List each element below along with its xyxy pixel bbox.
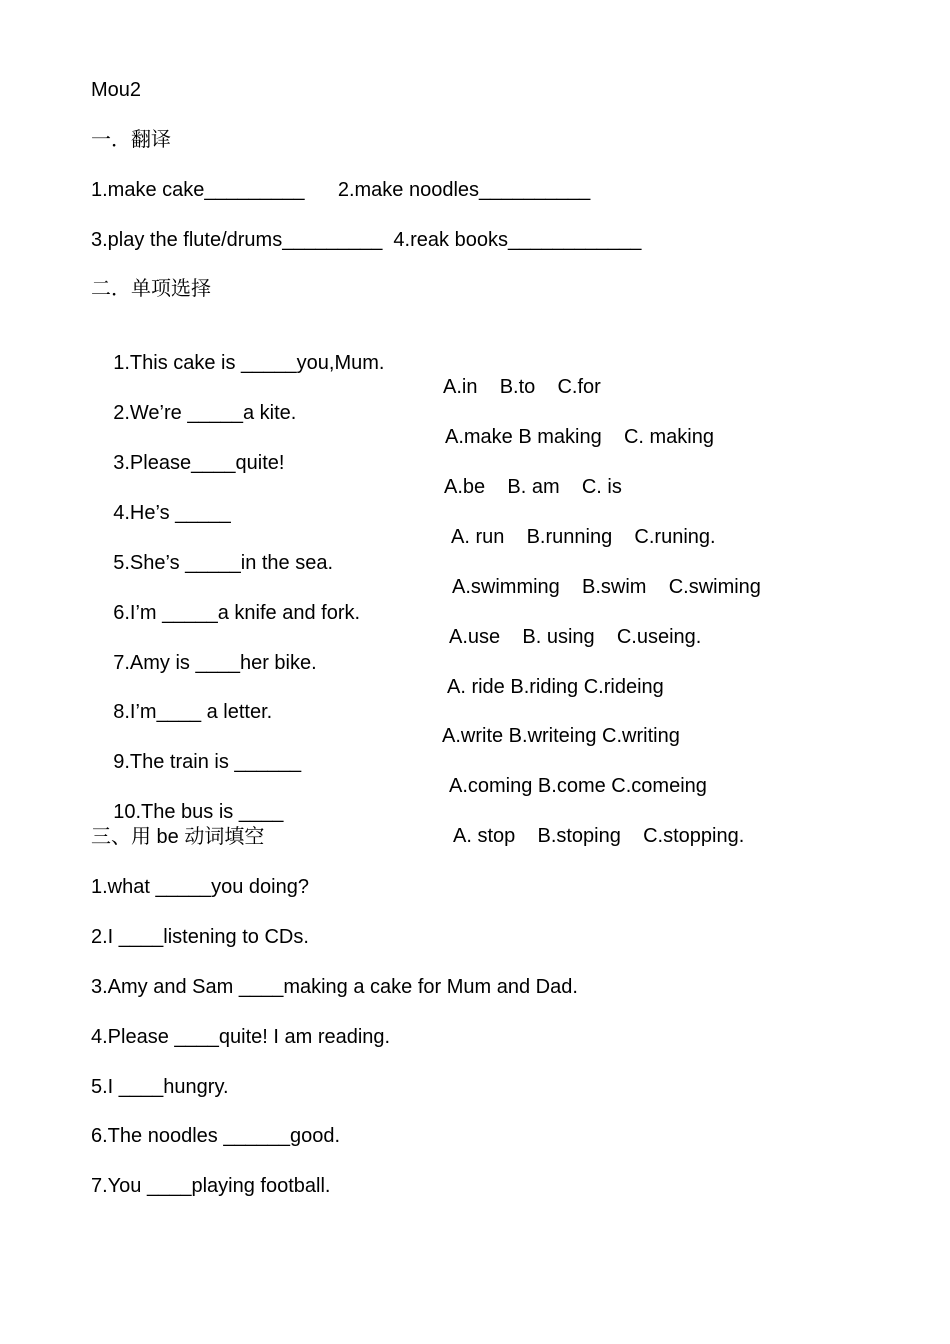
question-text: 9.The train is ______ — [113, 751, 302, 773]
question-text: 2.We’re _____a kite. — [113, 402, 297, 424]
fill-blank-line: 6.The noodles ______good. — [91, 1125, 341, 1147]
section1-heading: 一．翻译 — [91, 129, 171, 151]
question-text: 4.He’s _____ — [113, 502, 231, 524]
worksheet-title: Mou2 — [91, 79, 142, 101]
fill-blank-line: 3.Amy and Sam ____making a cake for Mum and Dad. — [91, 976, 578, 998]
answer-options: A.be B. am C. is — [444, 476, 622, 498]
answer-options: A.swimming B.swim C.swiming — [452, 576, 761, 598]
question-text: 6.I’m _____a knife and fork. — [113, 602, 361, 624]
fill-blank-line: 7.You ____playing football. — [91, 1175, 331, 1197]
section2-heading: 二．单项选择 — [91, 278, 211, 300]
question-text: 5.She’s _____in the sea. — [113, 552, 334, 574]
translation-line: 1.make cake_________ 2.make noodles__________ — [91, 179, 591, 201]
answer-options: A. run B.running C.runing. — [451, 526, 716, 548]
section3-heading: 三、用 be 动词填空 — [91, 826, 265, 848]
question-text: 8.I’m____ a letter. — [113, 701, 273, 723]
fill-blank-line: 1.what _____you doing? — [91, 876, 309, 898]
fill-blank-line: 5.I ____hungry. — [91, 1076, 229, 1098]
translation-line: 3.play the flute/drums_________ 4.reak books____________ — [91, 229, 642, 251]
fill-blank-line: 4.Please ____quite! I am reading. — [91, 1026, 391, 1048]
question-text: 7.Amy is ____her bike. — [113, 652, 317, 674]
question-text: 1.This cake is _____you,Mum. — [113, 352, 385, 374]
answer-options: A.in B.to C.for — [443, 376, 601, 398]
answer-options: A.coming B.come C.comeing — [449, 775, 707, 797]
fill-blank-line: 2.I ____listening to CDs. — [91, 926, 309, 948]
question-text: 10.The bus is ____ — [113, 801, 284, 823]
answer-options: A.make B making C. making — [445, 426, 714, 448]
answer-options: A. stop B.stoping C.stopping. — [453, 825, 745, 847]
answer-options: A.use B. using C.useing. — [449, 626, 702, 648]
question-text: 3.Please____quite! — [113, 452, 285, 474]
answer-options: A.write B.writeing C.writing — [442, 725, 680, 747]
answer-options: A. ride B.riding C.rideing — [447, 676, 664, 698]
